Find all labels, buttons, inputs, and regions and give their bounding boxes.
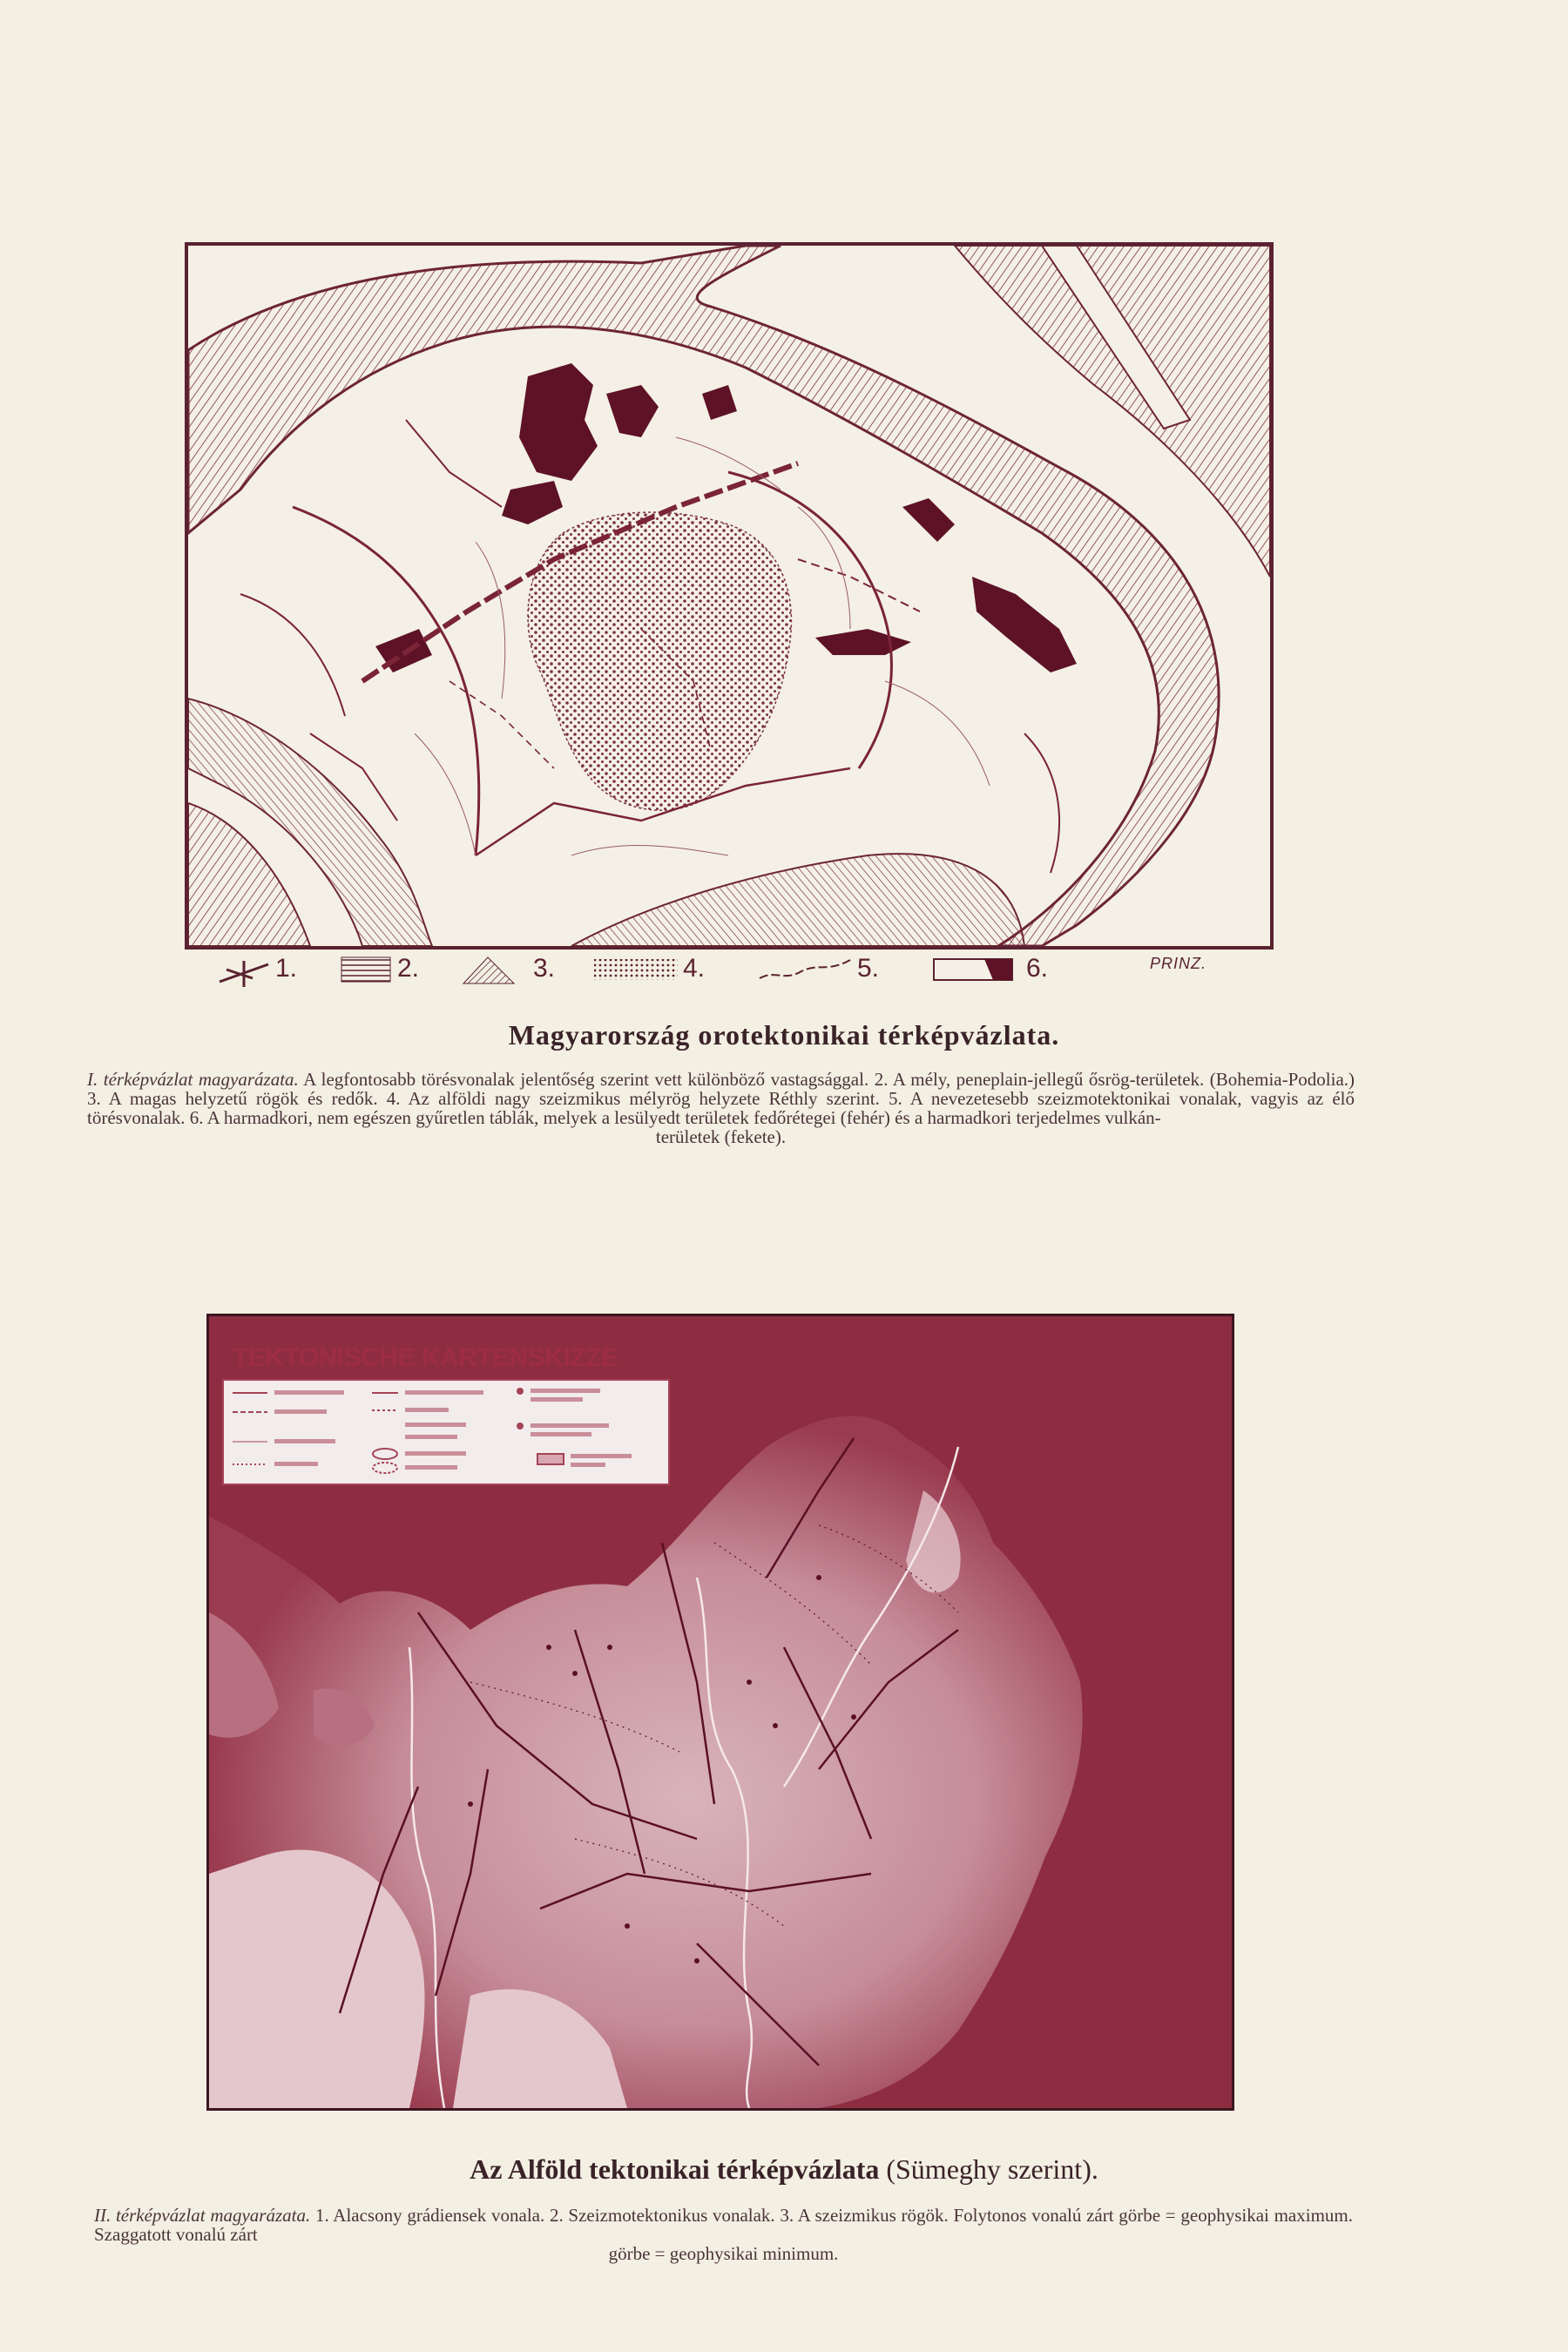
legend-item-peneplain [340,952,420,992]
legend-item-deep-block [592,952,706,992]
map-legend [218,952,1289,992]
legend-number: 2. [397,954,420,983]
map2-title: TEKTONISCHE KARTENSKIZZE [233,1343,618,1372]
tertiary-box-icon [932,952,1019,987]
figure2-title-source: (Sümeghy szerint). [886,2153,1098,2185]
wavy-line-icon [758,952,854,987]
caption-lead: I. térképvázlat magyarázata. [87,1069,299,1090]
stipple-box-icon [592,952,679,987]
legend-item-seismotectonic [758,952,880,992]
figure2-title-main: Az Alföld tektonikai térképvázlata [470,2153,880,2185]
legend-number: 3. [533,954,556,983]
caption-body: 1. Alacsony grádiensek vonala. 2. Szeizmotektonikus vonalak. 3. A szeizmikus rögök. Folytonos vonalú zárt görbe = geophysikai maximum. Szaggatott vonalú zárt [94,2205,1353,2245]
map-signature: PRINZ. [1150,955,1207,972]
figure2-caption [94,2206,1353,2263]
hatched-box-icon [340,952,392,987]
seismic-deep-block [528,512,791,810]
legend-number: 6. [1026,954,1049,983]
legend-item-high-blocks [462,952,556,992]
legend-item-tertiary [932,952,1049,992]
map2-legend-box [222,1379,670,1485]
legend-item-fault [218,952,298,992]
legend-number: 4. [683,954,706,983]
fault-symbol-icon [218,952,270,987]
figure2-title [0,2153,1568,2186]
caption-body: A legfontosabb törésvonalak jelentőség szerint vett különböző vastagsággal. 2. A mély, peneplain-jellegű ősrög-területek. (Bohemia-Podolia.) 3. A magas helyzetű rögök és redők. 4. Az alföldi nagy szeizmikus mélyrög helyzete Réthly szerint. 5. A nevezetesebb szeizmotektonikai vonalak, vagyis az élő törésvonalak. 6. A harmadkori, nem egészen gyűretlen táblák, melyek a lesülyedt területek fedőrétegei (fehér) és a harmadkori terjedelmes vulkán- [87,1069,1355,1128]
diagonal-hatch-icon [462,952,531,987]
legend-number: 1. [275,954,298,983]
figure1-caption [87,1070,1355,1146]
caption-last-line: görbe = geophysikai minimum. [608,2243,839,2264]
figure1-title: Magyarország orotektonikai térképvázlata. [508,1019,1060,1051]
caption-last-line: területek (fekete). [655,1126,787,1147]
caption-lead: II. térképvázlat magyarázata. [94,2205,311,2226]
orotectonic-map [185,242,1274,950]
legend-number: 5. [857,954,880,983]
